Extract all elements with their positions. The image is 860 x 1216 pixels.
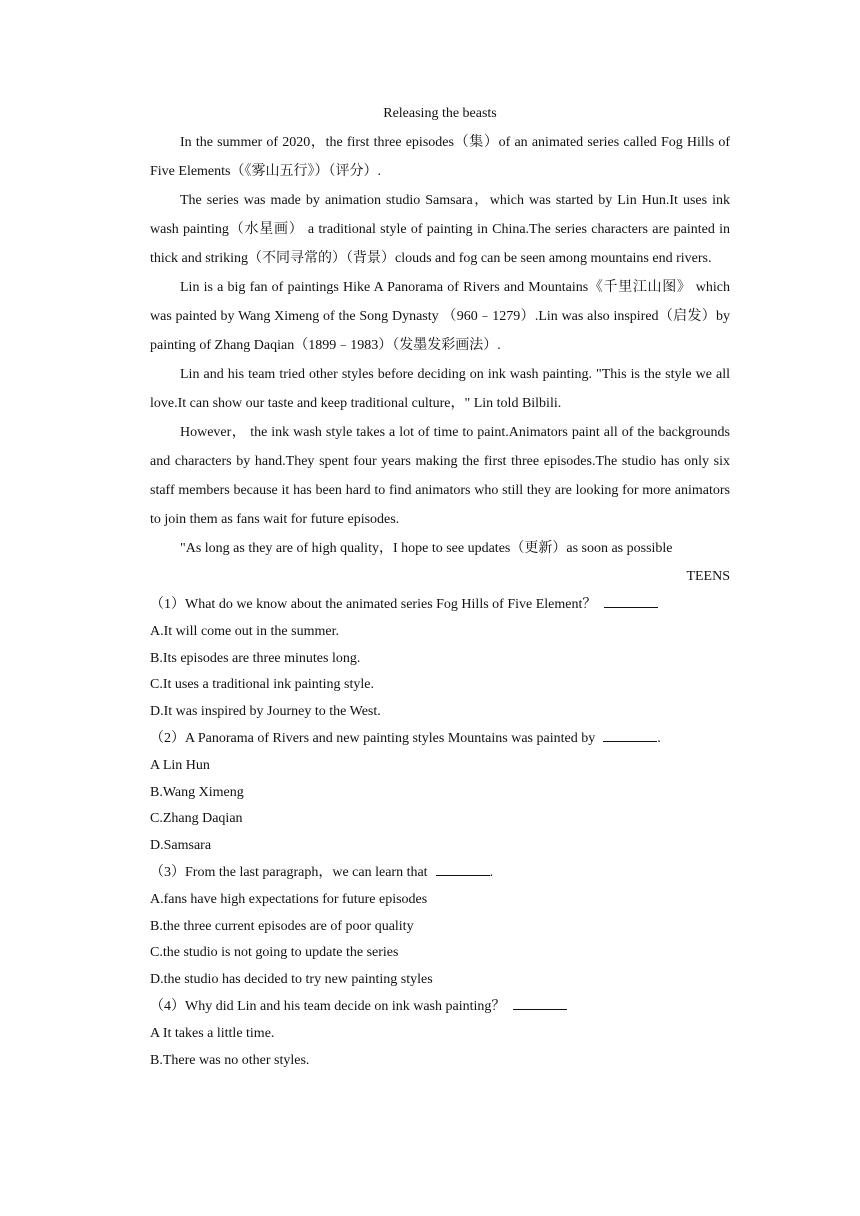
question-tail: . <box>657 731 661 746</box>
question-stem: （4）Why did Lin and his team decide on ink wash painting？ <box>150 999 506 1014</box>
option: D.It was inspired by Journey to the West. <box>150 703 381 719</box>
option: C.It uses a traditional ink painting style. <box>150 677 374 692</box>
question-3 <box>150 859 730 993</box>
question-1 <box>150 591 730 725</box>
question-4 <box>150 993 730 1074</box>
question-stem: （2）A Panorama of Rivers and new painting styles Mountains was painted by <box>150 731 596 746</box>
option: B.Wang Ximeng <box>150 784 244 800</box>
option: A.It will come out in the summer. <box>150 624 339 639</box>
article-title: Releasing the beasts <box>383 106 497 121</box>
option: D.the studio has decided to try new painting styles <box>150 971 433 987</box>
paragraph-3: Lin is a big fan of paintings Hike A Panorama of Rivers and Mountains《千里江山图》 which was painted by Wang Ximeng of the Song Dynasty （960﹣1279）.Lin was also inspired（启发）by painting of Zhang Daqian（1899﹣1983）（发墨发彩画法）. <box>150 280 730 353</box>
option: B.the three current episodes are of poor quality <box>150 918 414 934</box>
paragraph-1: In the summer of 2020，the first three episodes（集）of an animated series called Fog Hills of Five Elements（《雾山五行》）（评分）. <box>150 135 730 179</box>
paragraph-4: Lin and his team tried other styles before deciding on ink wash painting. "This is the style we all love.It can show our taste and keep traditional culture，" Lin told Bilbili. <box>150 367 730 411</box>
answer-blank <box>513 995 567 1010</box>
question-stem: （1）What do we know about the animated series Fog Hills of Five Element？ <box>150 597 597 612</box>
option: A It takes a little time. <box>150 1026 275 1041</box>
option: B.There was no other styles. <box>150 1052 310 1068</box>
answer-blank <box>603 727 657 742</box>
option: C.the studio is not going to update the series <box>150 945 399 960</box>
option: A Lin Hun <box>150 758 210 773</box>
document-page <box>150 100 730 1074</box>
paragraph-2: The series was made by animation studio Samsara，which was started by Lin Hun.It uses ink wash painting（水星画） a traditional style of painting in China.The series characters are painted in thick and striking（不同寻常的）（背景）clouds and fog can be seen among mountains end rivers. <box>150 193 730 266</box>
option: D.Samsara <box>150 837 212 853</box>
option: A.fans have high expectations for future episodes <box>150 892 428 907</box>
option: B.Its episodes are three minutes long. <box>150 650 361 666</box>
paragraph-5: However， the ink wash style takes a lot of time to paint.Animators paint all of the backgrounds and characters by hand.They spent four years making the first three episodes.The studio has only six staff members because it has been hard to find animators who still they are looking for more animators to join them as fans wait for future episodes. <box>150 425 730 527</box>
answer-blank <box>604 593 658 608</box>
source-label: TEENS <box>686 569 730 584</box>
question-2 <box>150 725 730 859</box>
question-tail: . <box>489 865 494 880</box>
question-stem: （3）From the last paragraph，we can learn that <box>150 865 428 880</box>
answer-blank <box>436 861 490 876</box>
paragraph-6: "As long as they are of high quality，I hope to see updates（更新）as soon as possible <box>180 541 673 556</box>
option: C.Zhang Daqian <box>150 811 243 826</box>
